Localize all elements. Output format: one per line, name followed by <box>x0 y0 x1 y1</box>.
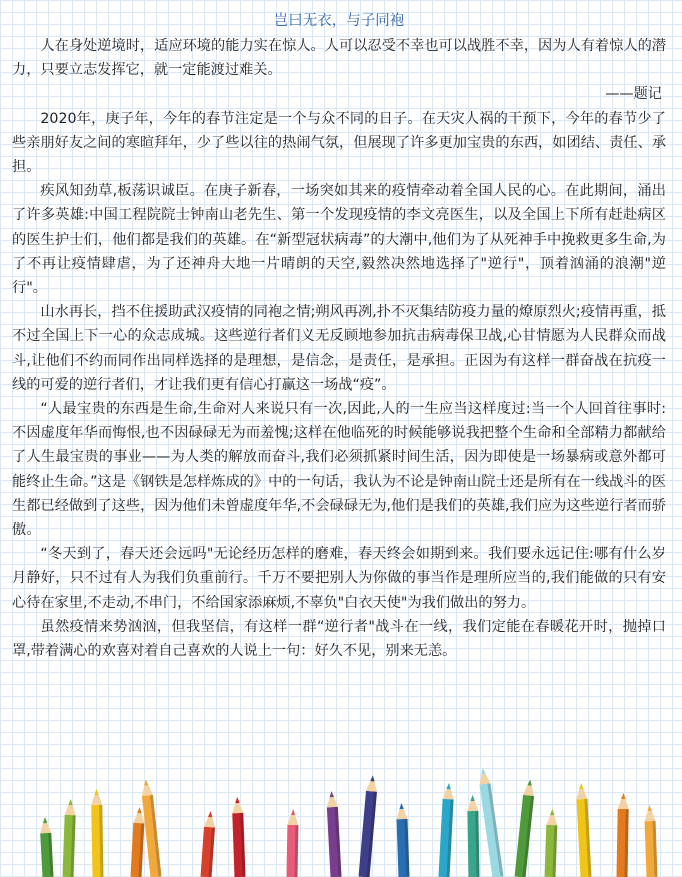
pencil-icon <box>396 803 410 877</box>
pencil-icon <box>644 805 658 877</box>
pencil-icon <box>39 817 53 877</box>
pencil-icon <box>232 797 246 877</box>
pencil-icon <box>326 791 341 877</box>
paragraph-4: “人最宝贵的东西是生命,生命对人来说只有一次,因此,人的一生应当这样度过:当一个人回首往事时:不因虚度年华而悔恨,也不因碌碌无为而羞愧;这样在他临死的时候能够说我把整个生命和全部精力都献给了人生最宝贵的事业——为人类的解放而奋斗,我们必须抓紧时间生活，因为即使是一场暴病或意外都可能终止生命。”这是《钢铁是怎样炼成的》中的一句话，我认为不论是钟南山院士还是所有在一线战斗的医生都已经做到了这些，因为他们未曾虚度年华,不会碌碌无为,他们是我们的英雄,我们应为这些逆行者而骄傲。 <box>12 401 666 539</box>
pencil-icon <box>477 767 503 877</box>
pencil-icon <box>63 799 77 877</box>
epigraph-signature: ——题记 <box>605 86 662 103</box>
pencil-icon <box>467 795 479 877</box>
pencil-icon <box>359 775 379 877</box>
essay-title: 岂曰无衣，与子同袍 <box>273 13 405 29</box>
pencil-icon <box>287 809 299 877</box>
pencils-decoration <box>0 757 682 877</box>
pencil-icon <box>576 783 592 877</box>
paragraph-6: 虽然疫情来势汹汹，但我坚信，有这样一群“逆行者"战斗在一线，我们定能在春暖花开时，抛掉口罩,带着满心的欢喜对着自己喜欢的人说上一句：好久不见，别来无恙。 <box>12 618 666 660</box>
epigraph: 人在身处逆境时，适应环境的能力实在惊人。人可以忍受不幸也可以战胜不幸，因为人有着惊人的潜力，只要立志发挥它，就一定能渡过难关。 <box>12 38 666 79</box>
paragraph-5: “冬天到了，春天还会远吗"无论经历怎样的磨难，春天终会如期到来。我们要永远记住:哪有什么岁月静好，只不过有人为我们负重前行。千万不要把别人为你做的事当作是理所应当的,我们能做的只有安心待在家里,不走动,不串门，不给国家添麻烦,不辜负"白衣天使"为我们做出的努力。 <box>12 546 666 611</box>
pencil-icon <box>439 783 455 877</box>
document <box>12 10 666 663</box>
pencil-icon <box>201 811 217 877</box>
paragraph-1: 2020年，庚子年，今年的春节注定是一个与众不同的日子。在天灾人祸的干预下，今年的春节少了些亲朋好友之间的寒暄拜年，少了些以往的热闹气氛，但展现了许多更加宝贵的东西，如团结、责任、承担。 <box>12 110 666 176</box>
pencil-icon <box>515 779 536 877</box>
paragraph-2: 疾风知劲草,板荡识诚臣。在庚子新春，一场突如其来的疫情牵动着全国人民的心。在此期间，涌出了许多英雄:中国工程院院士钟南山老先生、第一个发现疫情的李文亮医生，以及全国上下所有赶赴病区的医生护士们，他们都是我们的英雄。在“新型冠状病毒”的大潮中,他们为了从死神手中挽救更多生命,为了不再让疫情肆虐，为了还神舟大地一片晴朗的天空,毅然决然地选择了"逆行"，顶着汹涌的浪潮"逆行"。 <box>12 183 666 297</box>
pencil-icon <box>617 793 629 877</box>
pencil-icon <box>131 807 146 877</box>
pencil-icon <box>545 809 558 877</box>
paragraph-3: 山水再长，挡不住援助武汉疫情的同袍之情;朔风再冽,扑不灭集结防疫力量的燎原烈火;疫情再重，抵不过全国上下一心的众志成城。这些逆行者们义无反顾地参加抗击病毒保卫战,心甘情愿为人民群众而战斗,让他们不约而同作出同样选择的是理想，是信念，是责任，是承担。正因为有这样一群奋战在抗疫一线的可爱的逆行者们，才让我们更有信心打赢这一场战“疫”。 <box>12 304 666 393</box>
pencil-icon <box>91 789 104 877</box>
